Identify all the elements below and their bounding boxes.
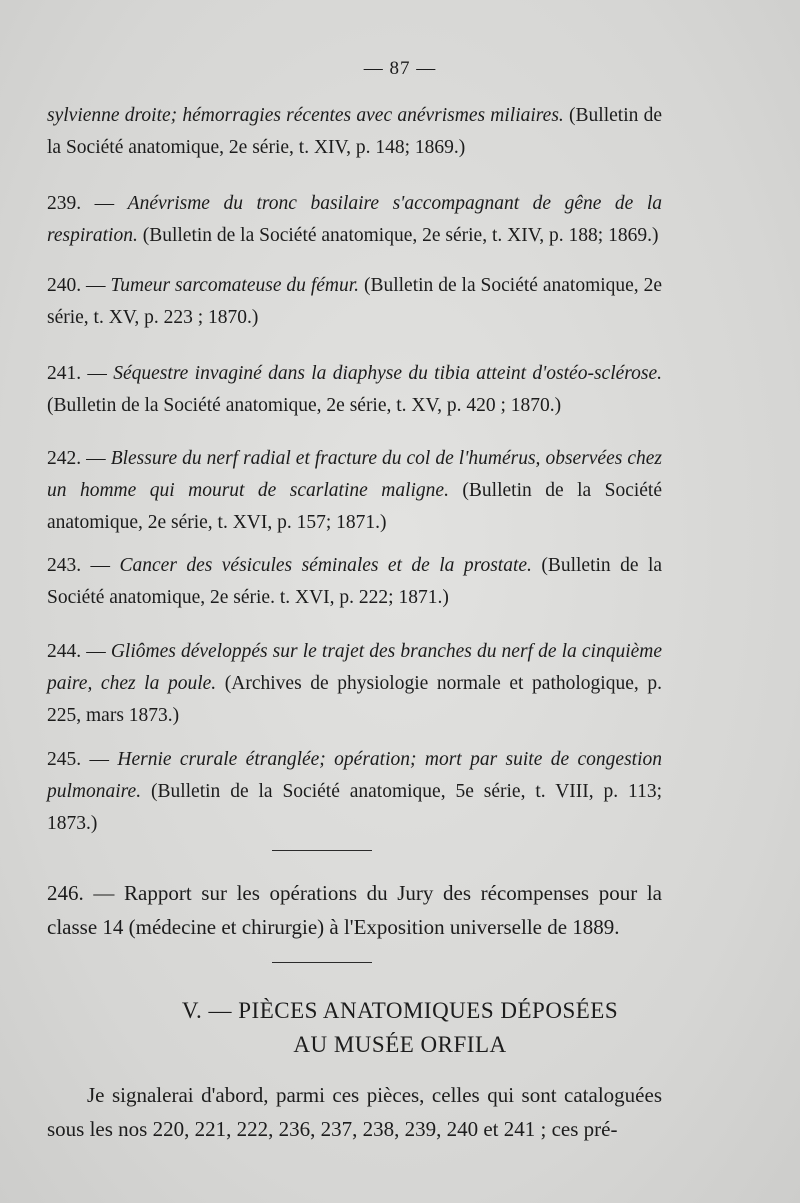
entry-title: Cancer des vésicules séminales et de la prostate. xyxy=(119,555,532,576)
entry-title: Séquestre invaginé dans la diaphyse du tibia atteint d'ostéo-sclérose. xyxy=(113,363,662,384)
entry-number: 243. — xyxy=(47,555,111,576)
entry-number: 240. — xyxy=(47,275,106,296)
entry-citation: (Bulletin de la Société anatomique, 2e série, t. XIV, p. 148; 1869.) xyxy=(47,105,663,158)
entry-citation: (Bulletin de la Société anatomique, 5e série, t. VIII, p. 113; 1873.) xyxy=(47,781,662,834)
bibliography-entry-final xyxy=(47,876,662,944)
bibliography-entry xyxy=(47,188,662,252)
entry-citation: (Bulletin de la Société anatomique, 2e série. t. XVI, p. 222; 1871.) xyxy=(47,555,663,608)
paragraph-text: Je signalerai d'abord, parmi ces pièces, celles qui sont cataloguées sous les nos 220, 221, 222, 236, 237, 238, 239, 240 et 241 ; ces pré- xyxy=(47,1083,662,1141)
bibliography-entry xyxy=(47,744,662,840)
section-title-line1: V. — PIÈCES ANATOMIQUES DÉPOSÉES xyxy=(181,998,619,1023)
entry-number: 242. — xyxy=(47,448,106,469)
entry-title: Hernie crurale étranglée; opération; mort par suite de congestion pulmonaire. xyxy=(47,749,663,802)
bibliography-entry xyxy=(47,358,662,422)
entry-citation: (Bulletin de la Société anatomique, 2e série, t. XIV, p. 188; 1869.) xyxy=(137,225,659,246)
entry-number: 241. — xyxy=(47,363,107,384)
entry-title: Tumeur sarcomateuse du fémur. xyxy=(110,275,360,296)
separator-rule xyxy=(272,850,372,851)
bibliography-entry xyxy=(47,550,662,614)
body-paragraph xyxy=(47,1078,662,1146)
page-number: — 87 — xyxy=(363,58,437,79)
bibliography-entry xyxy=(47,100,662,164)
entry-text: Rapport sur les opérations du Jury des récompenses pour la classe 14 (médecine et chirurgie) à l'Exposition universelle de 1889. xyxy=(47,881,662,939)
bibliography-entry xyxy=(47,443,662,539)
entry-citation: (Bulletin de la Société anatomique, 2e série, t. XV, p. 223 ; 1870.) xyxy=(47,275,663,328)
section-title-line2: AU MUSÉE ORFILA xyxy=(293,1032,507,1057)
entry-title: Gliômes développés sur le trajet des branches du nerf de la cinquième paire, chez la poule. xyxy=(47,641,662,694)
entry-citation: (Bulletin de la Société anatomique, 2e série, t. XV, p. 420 ; 1870.) xyxy=(47,395,562,416)
entry-title: Anévrisme du tronc basilaire s'accompagnant de gêne de la respiration. xyxy=(47,193,662,246)
separator-rule xyxy=(272,962,372,963)
bibliography-entry xyxy=(47,270,662,334)
entry-number: 246. — xyxy=(47,881,115,905)
section-title xyxy=(0,994,800,1062)
entry-citation: (Archives de physiologie normale et pathologique, p. 225, mars 1873.) xyxy=(47,673,662,726)
entry-title: Blessure du nerf radial et fracture du col de l'humérus, observées chez un homme qui mourut de scarlatine maligne. xyxy=(47,448,663,501)
entry-citation: (Bulletin de la Société anatomique, 2e série, t. XVI, p. 157; 1871.) xyxy=(47,480,663,533)
entry-number: 239. — xyxy=(47,193,115,214)
entry-title: sylvienne droite; hémorragies récentes avec anévrismes miliaires. xyxy=(47,105,564,126)
bibliography-entry xyxy=(47,636,662,732)
entry-number: 244. — xyxy=(47,641,106,662)
entry-number: 245. — xyxy=(47,749,109,770)
